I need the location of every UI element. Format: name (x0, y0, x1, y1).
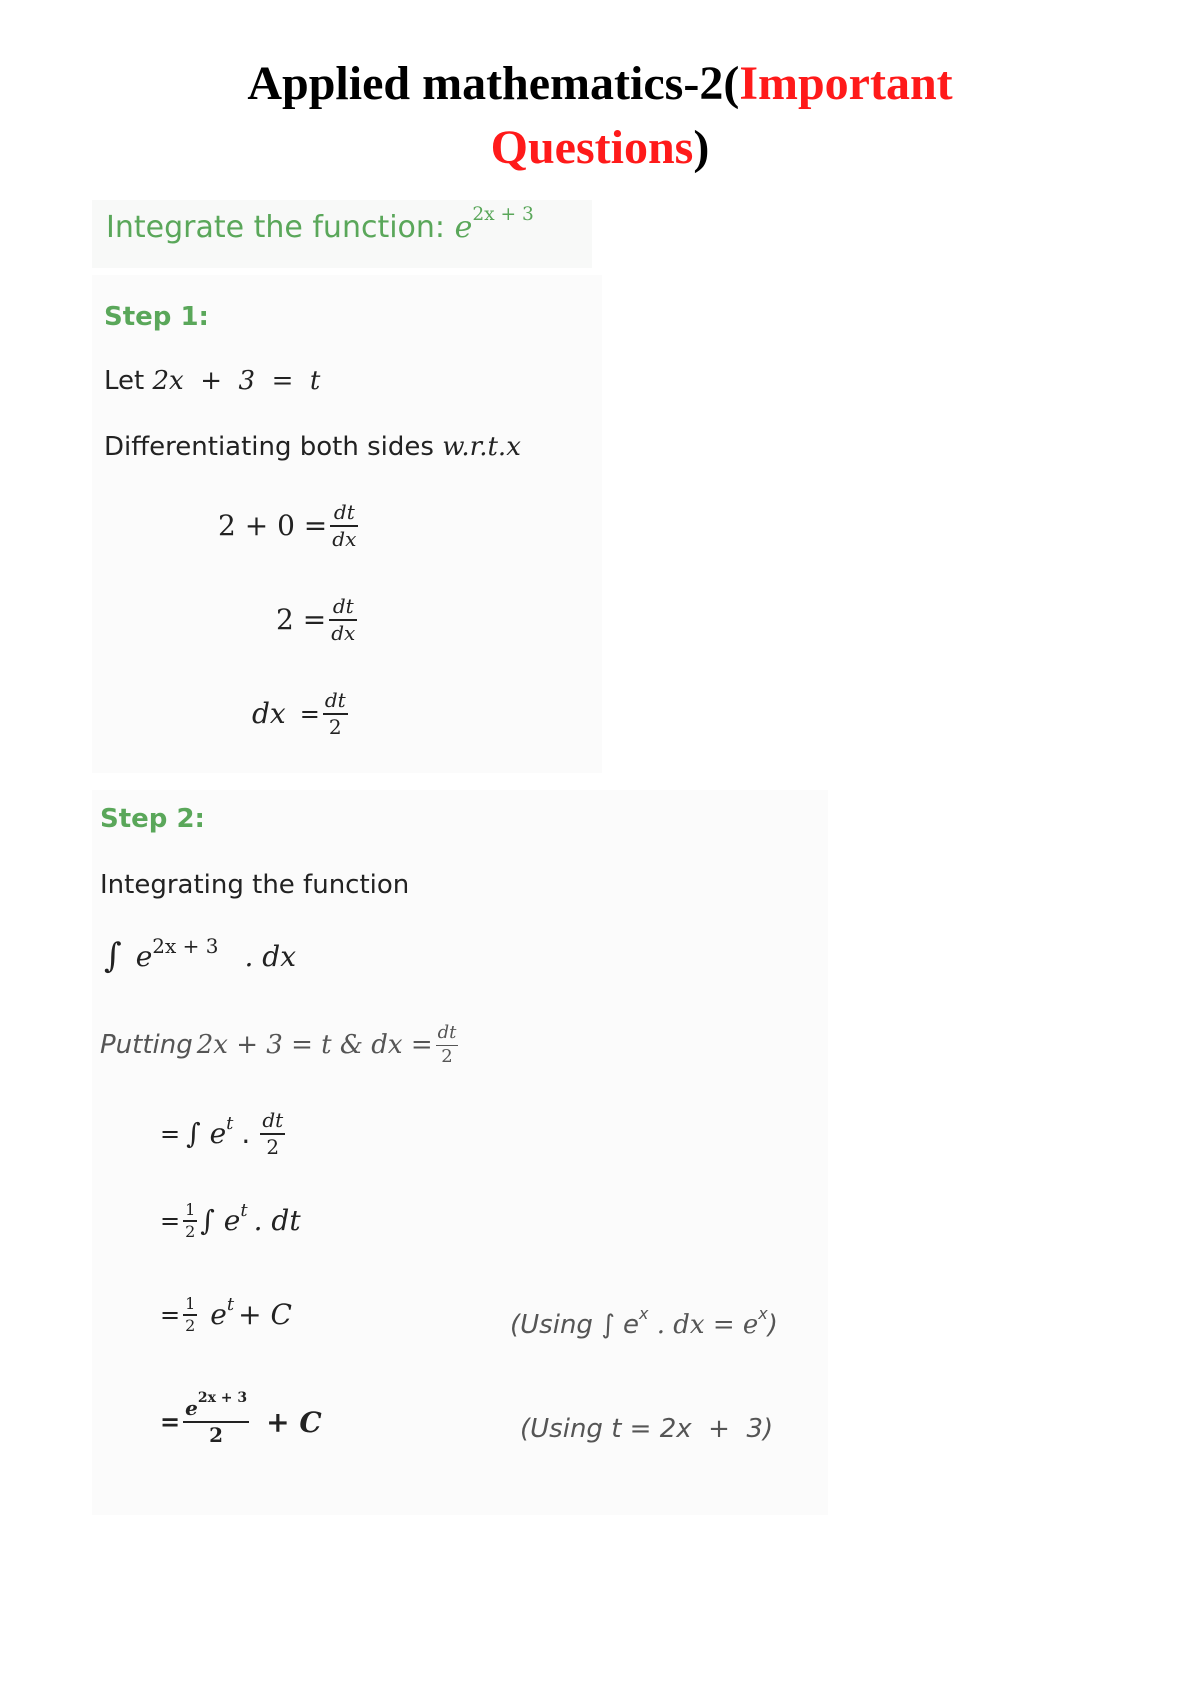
line2-equals: = (160, 1206, 181, 1235)
line3-note-close: ) (767, 1310, 778, 1340)
line3-base: e (210, 1298, 227, 1332)
let-text: Let (104, 366, 153, 396)
eq2-left: 2 = (276, 603, 327, 637)
line1-exponent: t (226, 1113, 234, 1135)
question-exponent: 2x + 3 (472, 203, 534, 225)
line3-denominator: 2 (185, 1315, 196, 1335)
solution-line-1 (160, 1108, 288, 1160)
step1-diff-line (104, 432, 521, 462)
title-highlight-questions: Questions (490, 121, 694, 174)
line3-note-text: (Using ∫ e (510, 1310, 639, 1340)
line3-numerator: 1 (185, 1294, 196, 1313)
integral-base: e (135, 939, 153, 973)
eq3-numerator: dt (324, 688, 346, 712)
line3-note-exp-2: x (758, 1304, 768, 1323)
line3-equals: = (160, 1300, 181, 1329)
eq1-left: 2 + 0 = (218, 509, 328, 543)
question-heading (106, 203, 534, 245)
line2-integral: ∫ e (200, 1204, 241, 1238)
step1-equation-1 (218, 500, 361, 552)
line4-fraction (183, 1390, 249, 1448)
line4-equals: = (160, 1408, 181, 1436)
line1-numerator: dt (262, 1108, 284, 1132)
eq1-numerator: dt (333, 500, 355, 524)
let-expression: 2x + 3 = t (152, 366, 321, 396)
question-base: e (454, 210, 473, 245)
line3-note-exp-1: x (639, 1304, 649, 1323)
step1-let-line (104, 366, 320, 396)
eq3-denominator: 2 (328, 714, 342, 739)
putting-numerator: dt (437, 1022, 457, 1043)
eq3-equals: = (299, 699, 320, 728)
putting-expression: 2x + 3 = t & dx = (196, 1030, 433, 1061)
line4-numerator-base: e (185, 1396, 198, 1420)
putting-denominator: 2 (441, 1046, 453, 1067)
step1-label: Step 1: (104, 302, 209, 332)
solution-line-3 (160, 1294, 292, 1336)
putting-fraction (436, 1022, 459, 1069)
eq3-left: dx (252, 697, 286, 731)
line4-denominator: 2 (209, 1423, 224, 1447)
title-close-paren: ) (693, 121, 710, 174)
line2-denominator: 2 (185, 1221, 196, 1241)
line2-exponent: t (240, 1200, 248, 1222)
solution-line-4 (160, 1390, 322, 1448)
page-title (100, 52, 1100, 180)
step1-equation-3 (252, 688, 351, 740)
line1-fraction (260, 1108, 285, 1160)
integral-expression (104, 936, 296, 976)
step2-label: Step 2: (100, 804, 205, 834)
eq1-fraction (330, 500, 358, 552)
step1-equation-2 (276, 594, 360, 646)
line3-exponent: t (226, 1294, 235, 1316)
eq2-denominator: dx (331, 620, 356, 645)
line3-note-mid: . dx = e (656, 1310, 759, 1340)
putting-line (100, 1022, 461, 1069)
line1-denominator: 2 (266, 1134, 280, 1159)
line3-tail: + C (238, 1298, 292, 1332)
line2-numerator: 1 (185, 1200, 196, 1219)
line2-fraction (183, 1200, 197, 1242)
line4-tail: + C (266, 1405, 322, 1439)
question-label: Integrate the function: (106, 210, 455, 245)
integral-sign: ∫ (104, 936, 122, 976)
eq3-fraction (323, 688, 348, 740)
integral-exponent: 2x + 3 (152, 934, 219, 958)
integral-dx: . dx (244, 939, 297, 973)
line1-integral: ∫ e (186, 1117, 227, 1151)
putting-text: Putting (100, 1030, 193, 1061)
line3-fraction (183, 1294, 197, 1336)
diff-text: Differentiating both sides (104, 432, 443, 462)
eq2-numerator: dt (332, 594, 354, 618)
integrating-text: Integrating the function (100, 870, 410, 900)
title-main: Applied mathematics-2( (247, 57, 740, 110)
line2-tail: . dt (253, 1204, 301, 1238)
title-highlight-important: Important (739, 57, 953, 110)
eq1-denominator: dx (332, 526, 357, 551)
line1-dot: . (241, 1117, 251, 1151)
line4-note: (Using t = 2x + 3) (520, 1414, 774, 1444)
line3-note (510, 1304, 778, 1340)
line4-numerator (183, 1390, 249, 1421)
line1-equals: = (160, 1119, 181, 1148)
diff-expression: w.r.t.x (442, 432, 521, 462)
line4-numerator-exp: 2x + 3 (197, 1390, 248, 1406)
eq2-fraction (329, 594, 357, 646)
solution-line-2 (160, 1200, 301, 1242)
